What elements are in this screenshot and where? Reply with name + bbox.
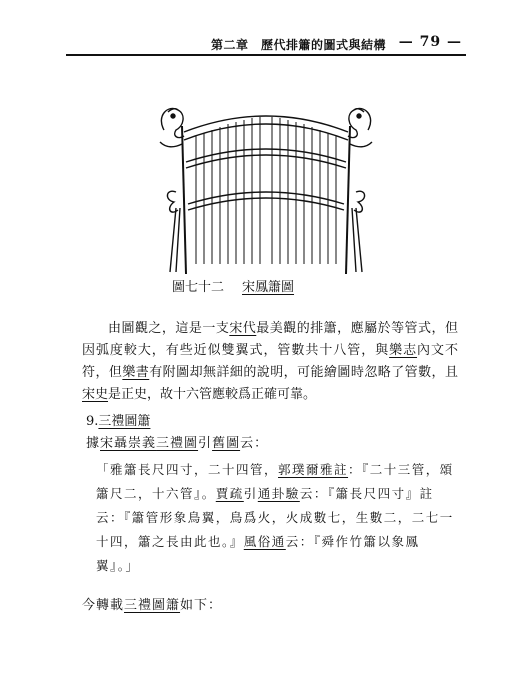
section-title: 三禮圖簫 xyxy=(98,414,151,429)
text-run: 內文不符，但 xyxy=(82,343,458,380)
body-paragraph xyxy=(82,318,458,406)
text-run: 引 xyxy=(198,436,213,451)
book-title: 樂書 xyxy=(122,365,150,380)
book-title: 風俗通 xyxy=(243,534,286,549)
section-number: 9. xyxy=(86,414,99,429)
text-run: 云：『舜作竹簫以象鳳翼』。」 xyxy=(96,534,420,573)
book-title: 三禮圖 xyxy=(156,436,199,451)
text-run: 如下： xyxy=(180,598,223,613)
figure-name: 宋鳳簫圖 xyxy=(242,280,295,295)
figure-caption xyxy=(172,276,372,295)
book-title: 爾雅註 xyxy=(306,462,349,477)
text-run: 有附圖却無詳細的說明，可能繪圖時忽略了管數，且 xyxy=(149,365,458,380)
text-run: ：『二十三管，頌簫尺二，十六管』。 xyxy=(96,462,454,501)
book-title: 樂志 xyxy=(389,343,418,358)
book-title: 宋史 xyxy=(82,387,109,402)
book-title: 三禮圖簫 xyxy=(124,598,181,613)
text-run: 云： xyxy=(240,436,269,451)
author-name: 宋聶崇義 xyxy=(100,436,157,451)
block-quote xyxy=(96,458,456,578)
citation-intro xyxy=(86,432,268,451)
book-title: 通卦驗 xyxy=(257,486,300,501)
text-run: 由圖觀之，這是一支 xyxy=(108,321,230,336)
phoenix-paixiao-illustration xyxy=(146,96,386,276)
book-title: 舊圖 xyxy=(212,436,241,451)
page-number: — 79 — xyxy=(398,34,462,50)
text-run: 引 xyxy=(243,486,258,501)
paixiao-drawing xyxy=(146,96,386,276)
text-run: 據 xyxy=(86,436,101,451)
text-run: 是正史，故十六管應較爲正確可靠。 xyxy=(108,387,317,402)
chapter-title: 第二章 歷代排簫的圖式與結構 xyxy=(210,38,386,52)
text-run: 云：『簫長尺四寸』註云：『簫管形象鳥翼，鳥爲火，火成數七，生數二，二七一十四，簫之長由此也。』 xyxy=(96,486,454,549)
author-name: 郭璞 xyxy=(278,462,307,477)
closing-line xyxy=(82,594,222,613)
text-run: 今轉載 xyxy=(82,598,125,613)
section-heading xyxy=(86,410,150,429)
text-run: 最美觀的排簫，應屬於等管式，但因弧度較大，有些近似雙翼式，管數共十八管，與 xyxy=(82,321,458,358)
book-title: 賈疏 xyxy=(215,486,244,501)
figure-number: 圖七十二 xyxy=(172,280,225,295)
running-header xyxy=(66,34,466,56)
text-run: 「雅簫長尺四寸，二十四管， xyxy=(96,462,279,477)
proper-noun: 宋代 xyxy=(229,321,257,336)
